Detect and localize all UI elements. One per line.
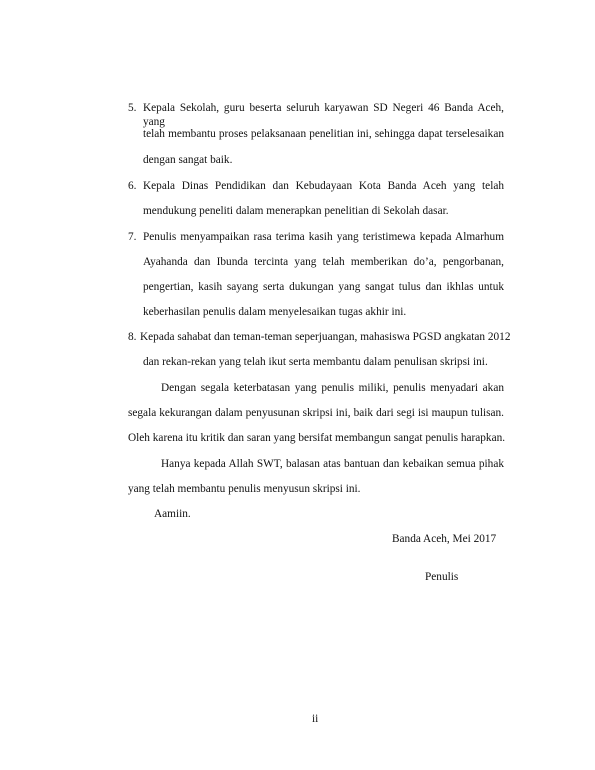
paragraph-line: yang telah membantu penulis menyusun skripsi ini.: [128, 483, 361, 495]
list-number: 7.: [128, 231, 137, 243]
paragraph-line: segala kekurangan dalam penyusunan skripsi ini, baik dari segi isi maupun tulisan.: [128, 407, 504, 419]
list-item-line: Kepala Sekolah, guru beserta seluruh karyawan SD Negeri 46 Banda Aceh, yang: [143, 102, 504, 128]
closing-text: Aamiin.: [154, 508, 191, 520]
list-item-line: mendukung peneliti dalam menerapkan penelitian di Sekolah dasar.: [143, 205, 449, 217]
list-number: 8.: [128, 331, 137, 343]
list-item-line: Kepala Dinas Pendidikan dan Kebudayaan Kota Banda Aceh yang telah: [143, 180, 504, 192]
list-number: 5.: [128, 102, 137, 114]
page-number: ii: [312, 713, 319, 725]
list-item-line: Kepada sahabat dan teman-teman seperjuangan, mahasiswa PGSD angkatan 2012: [140, 331, 511, 343]
paragraph-line: Oleh karena itu kritik dan saran yang bersifat membangun sangat penulis harapkan.: [128, 432, 506, 444]
list-item-line: telah membantu proses pelaksanaan penelitian ini, sehingga dapat terselesaikan: [143, 128, 504, 140]
list-item-line: Penulis menyampaikan rasa terima kasih yang teristimewa kepada Almarhum: [143, 231, 504, 243]
list-number: 6.: [128, 180, 137, 192]
place-date: Banda Aceh, Mei 2017: [392, 533, 497, 545]
list-item-line: dengan sangat baik.: [143, 154, 233, 166]
signature-label: Penulis: [425, 571, 459, 583]
list-item-line: pengertian, kasih sayang serta dukungan yang sangat tulus dan ikhlas untuk: [143, 281, 504, 293]
list-item-line: keberhasilan penulis dalam menyelesaikan tugas akhir ini.: [143, 306, 407, 318]
list-item-line: Ayahanda dan Ibunda tercinta yang telah memberikan do’a, pengorbanan,: [143, 256, 504, 268]
list-item-line: dan rekan-rekan yang telah ikut serta membantu dalam penulisan skripsi ini.: [143, 356, 488, 368]
paragraph-line: Hanya kepada Allah SWT, balasan atas bantuan dan kebaikan semua pihak: [161, 458, 504, 470]
paragraph-line: Dengan segala keterbatasan yang penulis miliki, penulis menyadari akan: [161, 382, 504, 394]
